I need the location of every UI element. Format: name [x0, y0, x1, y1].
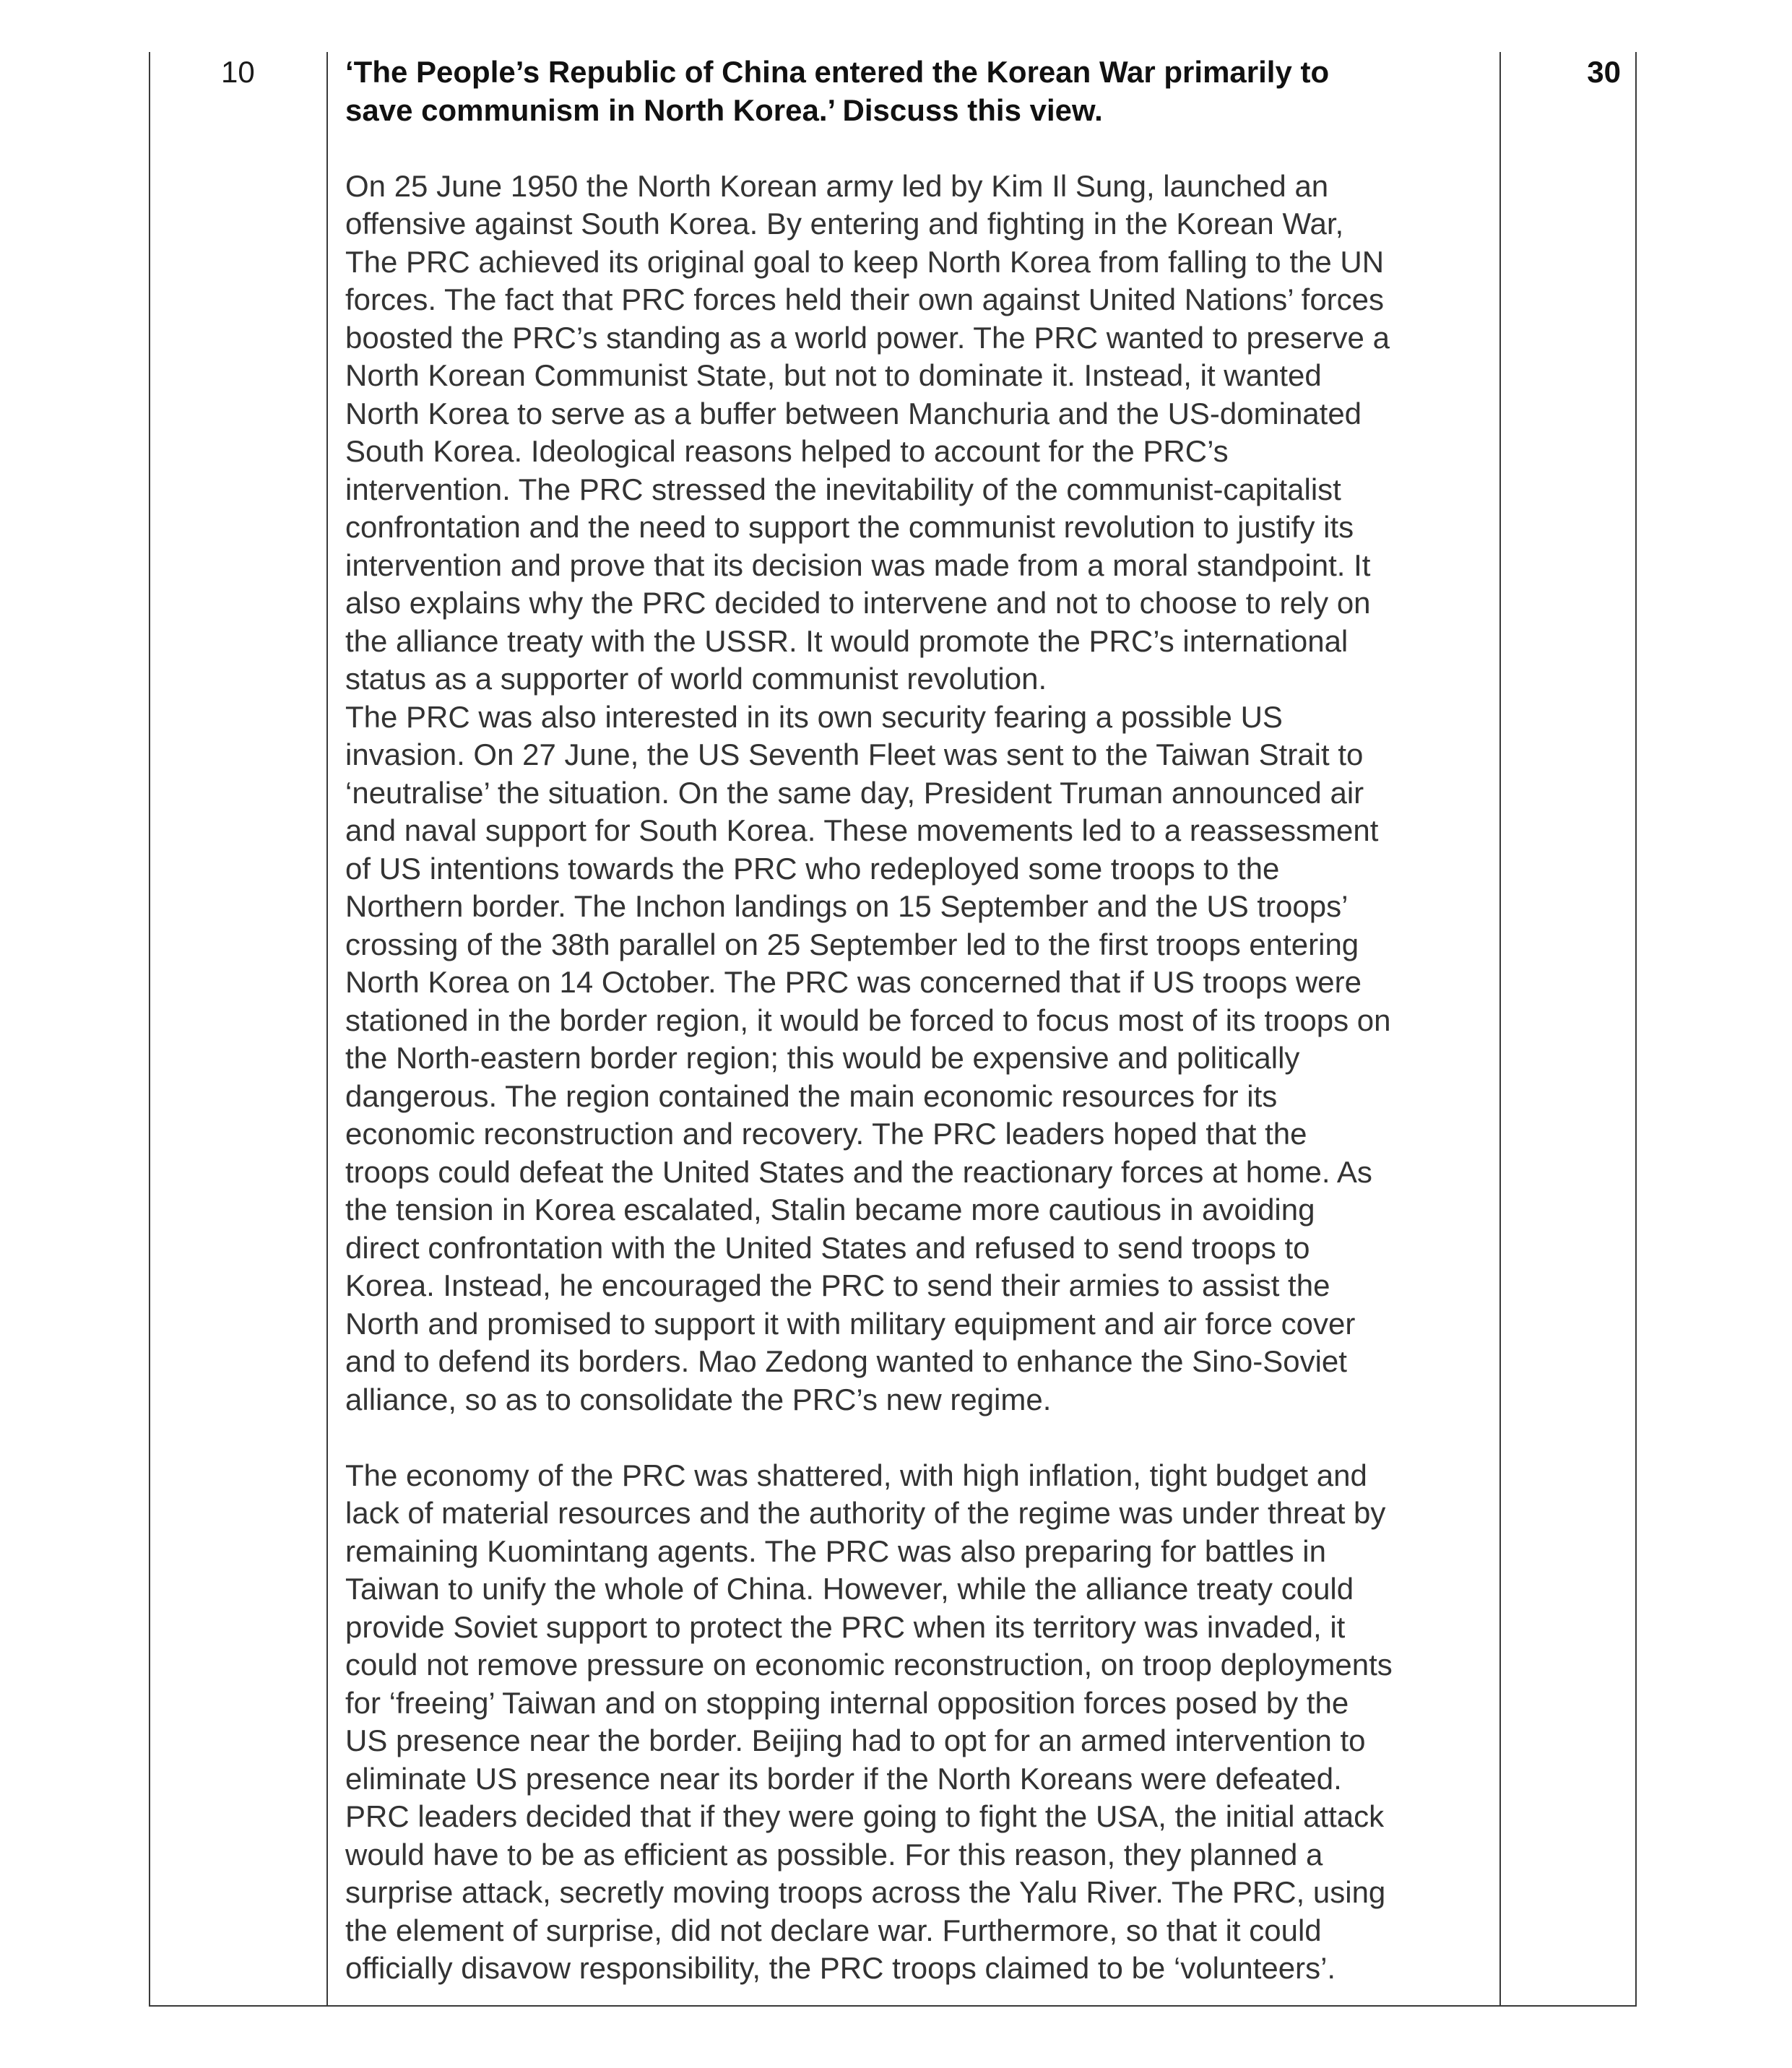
paragraph-spacer: [345, 129, 1494, 168]
answer-line: Korea. Instead, he encouraged the PRC to send their armies to assist the: [345, 1268, 1330, 1302]
question-title: [345, 53, 1494, 129]
answer-line: of US intentions towards the PRC who redeployed some troops to the: [345, 851, 1280, 886]
answer-line: would have to be as efficient as possible. For this reason, they planned a: [345, 1837, 1323, 1872]
question-marks: 30: [1587, 55, 1621, 89]
answer-line: The economy of the PRC was shattered, with high inflation, tight budget and: [345, 1458, 1367, 1492]
answer-line: North and promised to support it with military equipment and air force cover: [345, 1306, 1356, 1341]
answer-line: the alliance treaty with the USSR. It would promote the PRC’s international: [345, 623, 1349, 658]
question-title-line: save communism in North Korea.’ Discuss this view.: [345, 92, 1103, 127]
answer-line: PRC leaders decided that if they were going to fight the USA, the initial attack: [345, 1799, 1385, 1833]
answer-line: US presence near the border. Beijing had to opt for an armed intervention to: [345, 1723, 1366, 1757]
answer-line: remaining Kuomintang agents. The PRC was also preparing for battles in: [345, 1533, 1326, 1568]
answer-line: North Korea to serve as a buffer between Manchuria and the US-dominated: [345, 396, 1362, 431]
answer-line: ‘neutralise’ the situation. On the same day, President Truman announced air: [345, 775, 1364, 810]
answer-content: [345, 53, 1494, 1988]
answer-line: dangerous. The region contained the main economic resources for its: [345, 1078, 1278, 1113]
answer-line: troops could defeat the United States and the reactionary forces at home. As: [345, 1154, 1372, 1189]
answer-line: intervention. The PRC stressed the inevitability of the communist-capitalist: [345, 472, 1341, 506]
answer-line: On 25 June 1950 the North Korean army led by Kim Il Sung, launched an: [345, 168, 1329, 203]
answer-line: invasion. On 27 June, the US Seventh Fleet was sent to the Taiwan Strait to: [345, 737, 1364, 771]
answer-line: eliminate US presence near its border if the North Koreans were defeated.: [345, 1761, 1342, 1796]
answer-line: boosted the PRC’s standing as a world power. The PRC wanted to preserve a: [345, 320, 1390, 355]
marks-column: [1499, 52, 1635, 2005]
answer-line: offensive against South Korea. By entering and fighting in the Korean War,: [345, 207, 1344, 241]
mark-scheme-table: [149, 52, 1637, 2007]
answer-line: The PRC was also interested in its own security fearing a possible US: [345, 699, 1283, 734]
answer-line: North Korean Communist State, but not to dominate it. Instead, it wanted: [345, 358, 1322, 392]
paragraph-spacer: [345, 1419, 1494, 1457]
question-number: 10: [221, 55, 255, 89]
answer-line: intervention and prove that its decision was made from a moral standpoint. It: [345, 548, 1371, 582]
answer-line: North Korea on 14 October. The PRC was concerned that if US troops were: [345, 965, 1362, 999]
question-number-column: [150, 52, 328, 2005]
answer-line: South Korea. Ideological reasons helped to account for the PRC’s: [345, 434, 1229, 468]
answer-line: officially disavow responsibility, the PRC troops claimed to be ‘volunteers’.: [345, 1951, 1336, 1985]
answer-line: economic reconstruction and recovery. The PRC leaders hoped that the: [345, 1117, 1307, 1151]
answer-line: crossing of the 38th parallel on 25 September led to the first troops entering: [345, 927, 1359, 961]
answer-paragraph-2: [345, 698, 1494, 1419]
answer-line: surprise attack, secretly moving troops across the Yalu River. The PRC, using: [345, 1875, 1386, 1909]
answer-line: forces. The fact that PRC forces held their own against United Nations’ forces: [345, 282, 1385, 316]
answer-line: for ‘freeing’ Taiwan and on stopping internal opposition forces posed by the: [345, 1685, 1349, 1720]
question-title-line: ‘The People’s Republic of China entered the Korean War primarily to: [345, 55, 1330, 89]
answer-line: and naval support for South Korea. These movements led to a reassessment: [345, 813, 1379, 847]
answer-line: provide Soviet support to protect the PRC when its territory was invaded, it: [345, 1609, 1346, 1644]
answer-line: stationed in the border region, it would be forced to focus most of its troops on: [345, 1003, 1391, 1037]
answer-line: and to defend its borders. Mao Zedong wanted to enhance the Sino-Soviet: [345, 1344, 1347, 1378]
answer-line: confrontation and the need to support the communist revolution to justify its: [345, 510, 1354, 544]
answer-line: the North-eastern border region; this would be expensive and politically: [345, 1041, 1300, 1075]
answer-line: alliance, so as to consolidate the PRC’s new regime.: [345, 1382, 1052, 1416]
answer-line: Taiwan to unify the whole of China. However, while the alliance treaty could: [345, 1572, 1354, 1606]
answer-paragraph-1: [345, 168, 1494, 698]
answer-line: direct confrontation with the United States and refused to send troops to: [345, 1230, 1310, 1265]
answer-line: lack of material resources and the authority of the regime was under threat by: [345, 1496, 1386, 1530]
answer-line: The PRC achieved its original goal to keep North Korea from falling to the UN: [345, 244, 1385, 279]
answer-column: [328, 52, 1502, 2005]
answer-line: the tension in Korea escalated, Stalin became more cautious in avoiding: [345, 1193, 1315, 1226]
answer-line: status as a supporter of world communist revolution.: [345, 662, 1047, 696]
answer-line: the element of surprise, did not declare war. Furthermore, so that it could: [345, 1913, 1322, 1947]
answer-paragraph-3: [345, 1457, 1494, 1988]
answer-line: Northern border. The Inchon landings on 15 September and the US troops’: [345, 889, 1349, 923]
answer-line: could not remove pressure on economic reconstruction, on troop deployments: [345, 1648, 1393, 1682]
answer-line: also explains why the PRC decided to intervene and not to choose to rely on: [345, 586, 1371, 620]
